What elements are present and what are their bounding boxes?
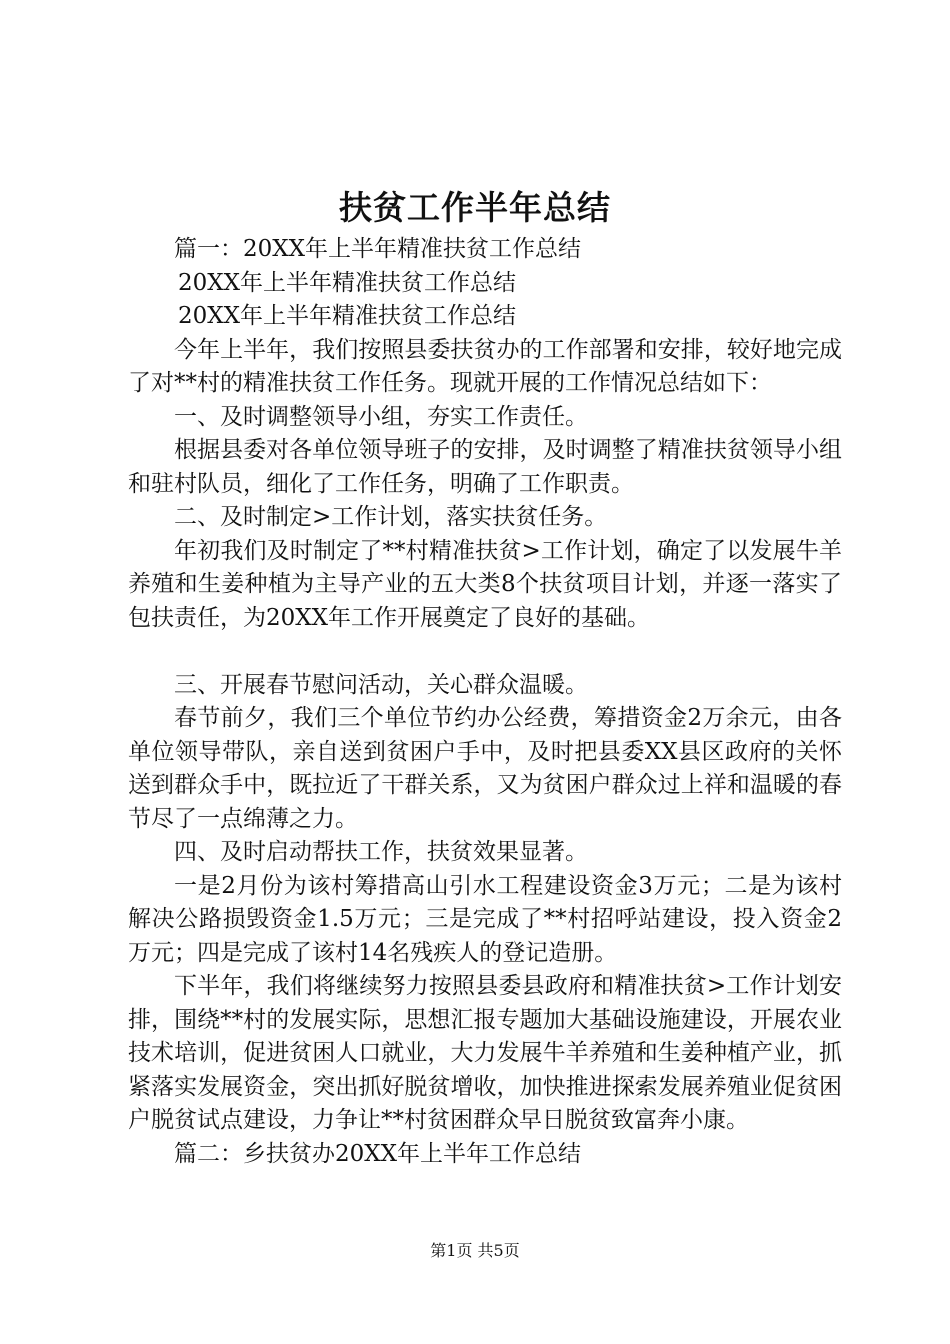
paragraph-3: 今年上半年，我们按照县委扶贫办的工作部署和安排，较好地完成了对**村的精准扶贫工作任务。现就开展的工作情况总结如下： [128,336,842,396]
paragraph-7: 年初我们及时制定了**村精准扶贫>工作计划，确定了以发展牛羊养殖和生姜种植为主导产业的五大类8个扶贫项目计划，并逐一落实了包扶责任，为20XX年工作开展奠定了良好的基础。 [128,537,842,631]
paragraph-13: 篇二：乡扶贫办20XX年上半年工作总结 [174,1140,582,1167]
paragraph-2: 20XX年上半年精准扶贫工作总结 [178,303,517,329]
document-title: 扶贫工作半年总结 [339,188,611,227]
paragraph-12: 下半年，我们将继续努力按照县委县政府和精准扶贫>工作计划安排，围绕**村的发展实际，思想汇报专题加大基础设施建设，开展农业技术培训，促进贫困人口就业，大力发展牛羊养殖和生姜种植产业，抓紧落实发展资金，突出抓好脱贫增收，加快推进探索发展养殖业促贫困户脱贫试点建设，力争让**村贫困群众早日脱贫致富奔小康。 [128,973,842,1133]
paragraph-9: 春节前夕，我们三个单位节约办公经费，筹措资金2万余元，由各单位领导带队，亲自送到贫困户手中，及时把县委XX县区政府的关怀送到群众手中，既拉近了干群关系，又为贫困户群众过上祥和温暖的春节尽了一点绵薄之力。 [128,705,842,832]
paragraph-1: 20XX年上半年精准扶贫工作总结 [178,269,517,296]
page-footer: 第1页 共5页 [430,1241,520,1260]
paragraph-10: 四、及时启动帮扶工作，扶贫效果显著。 [174,839,588,865]
document-body [128,233,842,1171]
paragraph-0: 篇一：20XX年上半年精准扶贫工作总结 [174,236,582,262]
paragraph-11: 一是2月份为该村筹措高山引水工程建设资金3万元；二是为该村解决公路损毁资金1.5万元；三是完成了**村招呼站建设，投入资金2万元；四是完成了该村14名残疾人的登记造册。 [128,872,842,966]
paragraph-spacer [128,635,842,669]
paragraph-4: 一、及时调整领导小组，夯实工作责任。 [174,403,588,430]
paragraph-6: 二、及时制定>工作计划，落实扶贫任务。 [174,504,608,530]
paragraph-8: 三、开展春节慰问活动，关心群众温暖。 [174,671,588,698]
paragraph-5: 根据县委对各单位领导班子的安排，及时调整了精准扶贫领导小组和驻村队员，细化了工作任务，明确了工作职责。 [128,437,842,497]
